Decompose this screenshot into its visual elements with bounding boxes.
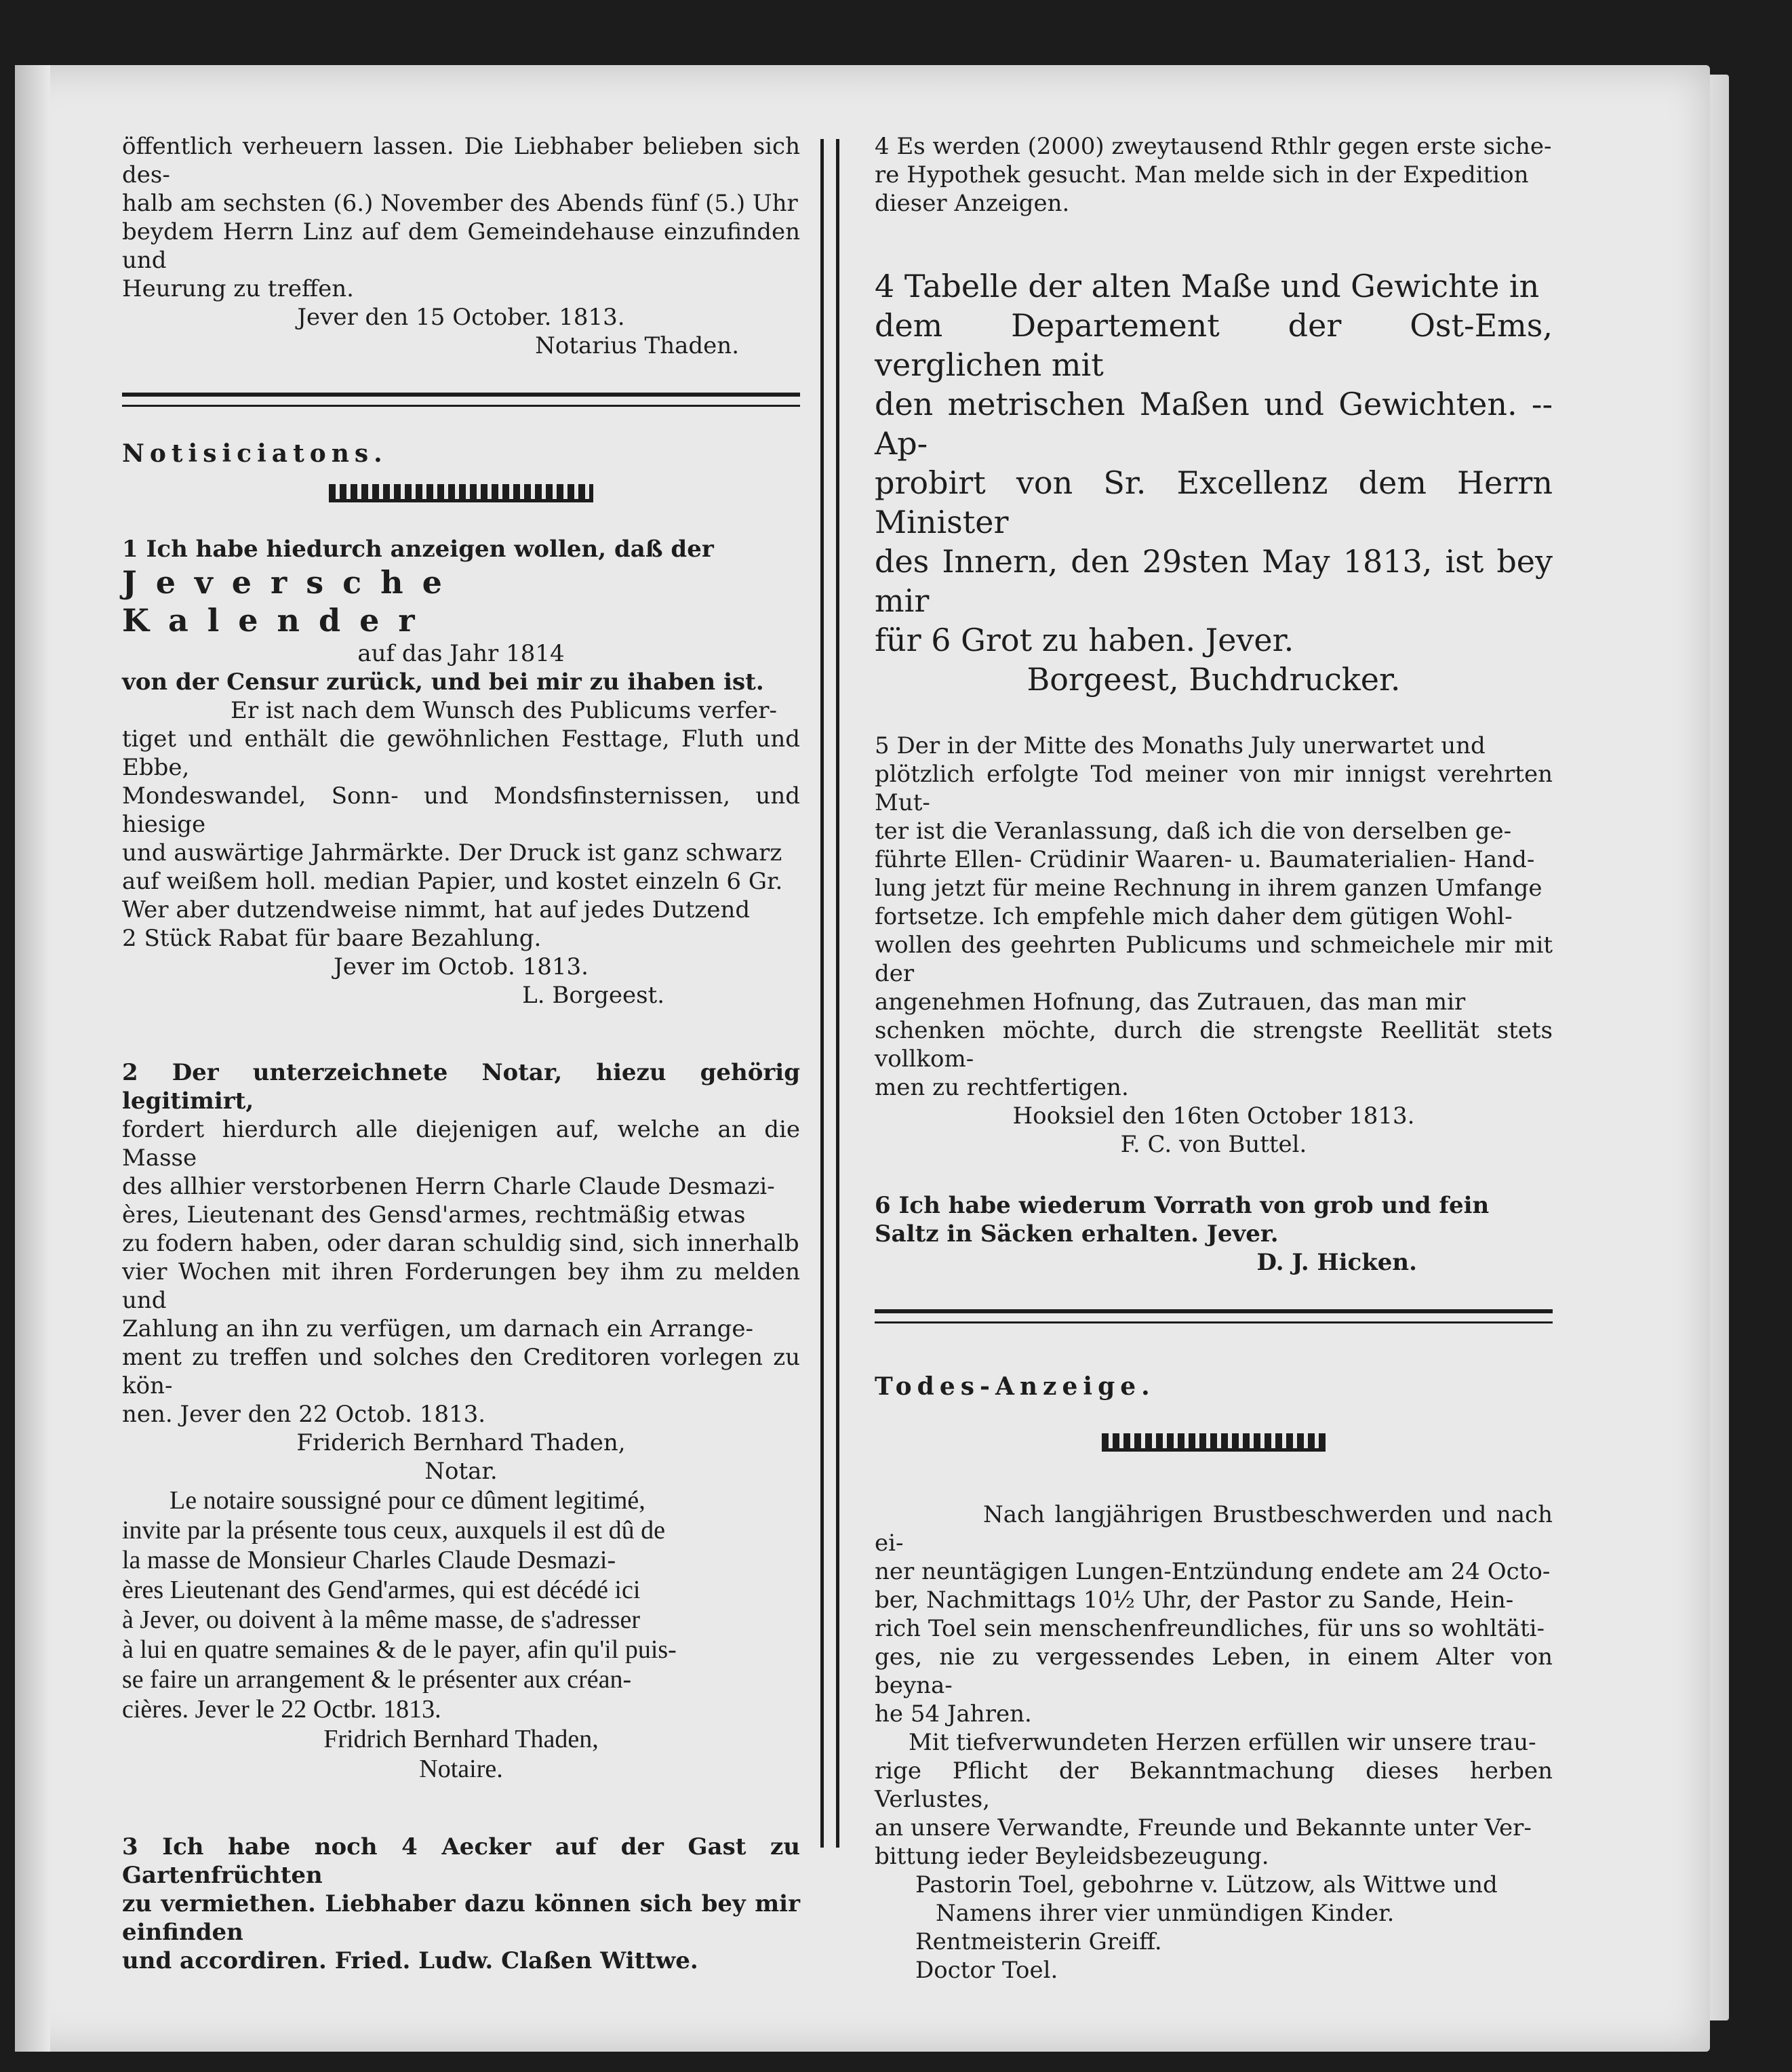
text-line: Mit tiefverwundeten Herzen erfüllen wir unsere trau- xyxy=(909,1729,1536,1756)
text-line: fordert hierdurch alle diejenigen auf, welche an die Masse xyxy=(122,1116,800,1172)
text-line: 4 Tabelle der alten Maße und Gewichte in xyxy=(875,268,1540,304)
signature: Fridrich Bernhard Thaden, xyxy=(323,1725,599,1753)
signature: Pastorin Toel, gebohrne v. Lützow, als Wittwe und xyxy=(915,1871,1498,1898)
ornament-rule xyxy=(329,484,593,502)
right-column xyxy=(875,132,1553,1985)
text-line: se faire un arrangement & le présenter aux créan- xyxy=(122,1665,632,1694)
text-line: Hooksiel den 16ten October 1813. xyxy=(1012,1102,1415,1130)
text-line: ter ist die Veranlassung, daß ich die von derselben ge- xyxy=(875,818,1512,845)
text-line: ment zu treffen und solches den Creditoren vorlegen zu kön- xyxy=(122,1344,800,1399)
text-line: invite par la présente tous ceux, auxquels il est dû de xyxy=(122,1516,665,1545)
column-divider xyxy=(820,139,839,1848)
text-line: halb am sechsten (6.) November des Abends fünf (5.) Uhr xyxy=(122,190,798,217)
text-line: Le notaire soussigné pour ce dûment legitimé, xyxy=(170,1486,645,1515)
section-heading-death-notice: Todes-Anzeige. xyxy=(875,1372,1155,1401)
text-line: re Hypothek gesucht. Man melde sich in der Expedition xyxy=(875,161,1529,188)
text-line: men zu rechtfertigen. xyxy=(875,1074,1129,1101)
text-line: Zahlung an ihn zu verfügen, um darnach ein Arrange- xyxy=(122,1315,754,1342)
text-line: à lui en quatre semaines & de le payer, afin qu'il puis- xyxy=(122,1635,677,1664)
text-line: Nach langjährigen Brustbeschwerden und nach ei- xyxy=(875,1501,1553,1557)
section-rule xyxy=(875,1309,1553,1323)
signature: Notar. xyxy=(424,1458,498,1485)
text-line: Saltz in Säcken erhalten. Jever. xyxy=(875,1220,1279,1248)
text-line: fortsetze. Ich empfehle mich daher dem gütigen Wohl- xyxy=(875,903,1513,930)
signature: Borgeest, Buchdrucker. xyxy=(1027,661,1401,698)
signature: Notaire. xyxy=(419,1755,503,1783)
text-line: den metrischen Maßen und Gewichten. -- Ap- xyxy=(875,386,1553,462)
text-line: schenken möchte, durch die strengste Reellität stets vollkom- xyxy=(875,1017,1553,1073)
text-line: rige Pflicht der Bekanntmachung dieses herben Verlustes, xyxy=(875,1757,1553,1813)
text-line: he 54 Jahren. xyxy=(875,1700,1032,1728)
text-line: des allhier verstorbenen Herrn Charle Claude Desmazi- xyxy=(122,1173,775,1200)
text-line: 2 Der unterzeichnete Notar, hiezu gehörig legitimirt, xyxy=(122,1059,800,1115)
text-line: nen. Jever den 22 Octob. 1813. xyxy=(122,1401,486,1428)
text-line: ner neuntägigen Lungen-Entzündung endete am 24 Octo- xyxy=(875,1558,1551,1585)
text-line: Heurung zu treffen. xyxy=(122,275,354,302)
text-line: vier Wochen mit ihren Forderungen bey ihm zu melden und xyxy=(122,1258,800,1314)
text-line: 5 Der in der Mitte des Monaths July unerwartet und xyxy=(875,732,1486,759)
text-line: öffentlich verheuern lassen. Die Liebhaber belieben sich des- xyxy=(122,133,800,188)
text-line: Jever den 15 October. 1813. xyxy=(297,304,625,331)
signature: Rentmeisterin Greiff. xyxy=(915,1928,1162,1955)
text-line: ères, Lieutenant des Gensd'armes, rechtmäßig etwas xyxy=(122,1201,746,1229)
text-line: cières. Jever le 22 Octbr. 1813. xyxy=(122,1695,441,1724)
text-line: beydem Herrn Linz auf dem Gemeindehause einzufinden und xyxy=(122,218,800,274)
signature: Friderich Bernhard Thaden, xyxy=(296,1429,626,1456)
text-line: für 6 Grot zu haben. Jever. xyxy=(875,622,1294,658)
text-line: dieser Anzeigen. xyxy=(875,190,1070,217)
signature: D. J. Hicken. xyxy=(1256,1249,1417,1276)
left-column xyxy=(122,132,800,1975)
text-line: zu vermiethen. Liebhaber dazu können sich bey mir einfinden xyxy=(122,1890,800,1946)
text-line: 6 Ich habe wiederum Vorrath von grob und fein xyxy=(875,1192,1490,1219)
text-line: la masse de Monsieur Charles Claude Desmazi- xyxy=(122,1546,616,1574)
section-heading-notifications: Notisiciatons. xyxy=(122,439,388,468)
signature: Namens ihrer vier unmündigen Kinder. xyxy=(936,1900,1395,1927)
text-line: bittung ieder Beyleidsbezeugung. xyxy=(875,1843,1269,1870)
ornament-rule xyxy=(1102,1433,1326,1452)
text-line: Er ist nach dem Wunsch des Publicums verfer- xyxy=(231,697,777,724)
text-line: zu fodern haben, oder daran schuldig sind, sich innerhalb xyxy=(122,1230,799,1257)
signature: Doctor Toel. xyxy=(915,1957,1058,1984)
calendar-title: Jeversche Kalender xyxy=(122,564,461,639)
text-line: ges, nie zu vergessendes Leben, in einem Alter von beyna- xyxy=(875,1643,1553,1699)
text-line: Mondeswandel, Sonn- und Mondsfinsternissen, und hiesige xyxy=(122,782,800,838)
text-line: tiget und enthält die gewöhnlichen Festtage, Fluth und Ebbe, xyxy=(122,725,800,781)
signature: L. Borgeest. xyxy=(522,982,664,1009)
signature: F. C. von Buttel. xyxy=(1120,1131,1307,1158)
text-line: 1 Ich habe hiedurch anzeigen wollen, daß der xyxy=(122,536,714,563)
text-line: probirt von Sr. Excellenz dem Herrn Minister xyxy=(875,464,1553,540)
text-line: des Innern, den 29sten May 1813, ist bey mir xyxy=(875,543,1553,619)
text-line: angenehmen Hofnung, das Zutrauen, das man mir xyxy=(875,989,1466,1016)
text-line: 3 Ich habe noch 4 Aecker auf der Gast zu Gartenfrüchten xyxy=(122,1833,800,1889)
text-line: und accordiren. Fried. Ludw. Claßen Wittwe. xyxy=(122,1947,698,1974)
text-line: auf weißem holl. median Papier, und kostet einzeln 6 Gr. xyxy=(122,868,783,895)
text-line: und auswärtige Jahrmärkte. Der Druck ist ganz schwarz xyxy=(122,839,782,866)
text-line: 2 Stück Rabat für baare Bezahlung. xyxy=(122,925,542,952)
text-line: rich Toel sein menschenfreundliches, für uns so wohltäti- xyxy=(875,1615,1545,1642)
text-line: an unsere Verwandte, Freunde und Bekannte unter Ver- xyxy=(875,1814,1532,1841)
text-line: führte Ellen- Crüdinir Waaren- u. Baumaterialien- Hand- xyxy=(875,846,1535,873)
text-line: Jever im Octob. 1813. xyxy=(334,953,589,980)
text-line: dem Departement der Ost-Ems, verglichen mit xyxy=(875,307,1553,383)
text-line: lung jetzt für meine Rechnung in ihrem ganzen Umfange xyxy=(875,875,1542,902)
text-line: plötzlich erfolgte Tod meiner von mir innigst verehrten Mut- xyxy=(875,761,1553,816)
section-rule xyxy=(122,393,800,407)
text-line: Wer aber dutzendweise nimmt, hat auf jedes Dutzend xyxy=(122,896,751,923)
signature: Notarius Thaden. xyxy=(535,332,739,359)
text-line: auf das Jahr 1814 xyxy=(357,640,565,667)
text-line: ber, Nachmittags 10½ Uhr, der Pastor zu Sande, Hein- xyxy=(875,1587,1514,1614)
text-line: von der Censur zurück, und bei mir zu ihaben ist. xyxy=(122,669,764,696)
text-line: wollen des geehrten Publicums und schmeichele mir mit der xyxy=(875,932,1553,987)
text-line: à Jever, ou doivent à la même masse, de s'adresser xyxy=(122,1606,640,1634)
text-line: 4 Es werden (2000) zweytausend Rthlr gegen erste siche- xyxy=(875,133,1552,160)
text-line: ères Lieutenant des Gend'armes, qui est décédé ici xyxy=(122,1576,641,1604)
page-fold xyxy=(15,65,50,2052)
